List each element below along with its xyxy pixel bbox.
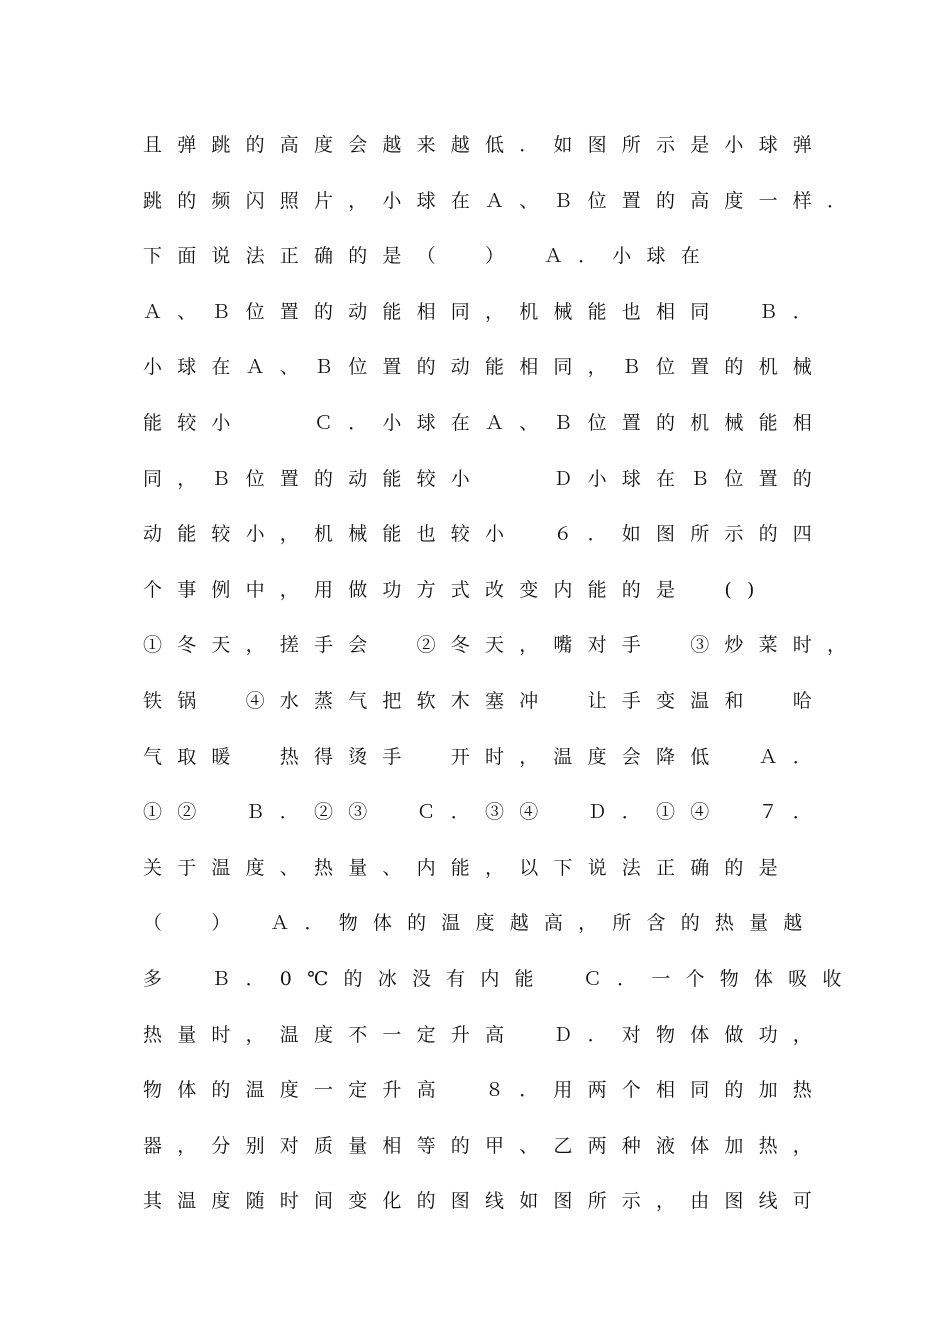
text-line: ①冬天，搓手会 ②冬天，嘴对手 ③炒菜时， (143, 634, 862, 657)
text-line: ①② Ｂ．②③ Ｃ．③④ Ｄ．①④ ７． (143, 801, 828, 824)
text-line: 能较小 Ｃ．小球在Ａ、Ｂ位置的机械能相 (143, 411, 828, 434)
text-line: （ ） Ａ．物体的温度越高，所含的热量越 (143, 912, 818, 935)
text-line: 小球在Ａ、Ｂ位置的动能相同，Ｂ位置的机械 (143, 356, 828, 379)
text-line: 多 Ｂ．0℃的冰没有内能 Ｃ．一个物体吸收 (143, 967, 857, 990)
text-line: 器，分别对质量相等的甲、乙两种液体加热， (143, 1134, 828, 1157)
text-line: 同，Ｂ位置的动能较小 Ｄ小球在Ｂ位置的 (143, 467, 828, 490)
text-line: 个事例中，用做功方式改变内能的是 () (143, 578, 770, 601)
text-line: 其温度随时间变化的图线如图所示，由图线可 (143, 1190, 828, 1213)
text-line: 关于温度、热量、内能，以下说法正确的是 (143, 856, 793, 879)
text-line: 气取暖 热得烫手 开时，温度会降低 Ａ． (143, 745, 828, 768)
text-line: 物体的温度一定升高 ８．用两个相同的加热 (143, 1079, 828, 1102)
text-line: 铁锅 ④水蒸气把软木塞冲 让手变温和 哈 (143, 689, 828, 712)
text-line: 动能较小，机械能也较小 ６．如图所示的四 (143, 523, 828, 546)
text-line: 下面说法正确的是（ ） Ａ．小球在 (143, 245, 715, 268)
text-line: 跳的频闪照片，小球在Ａ、Ｂ位置的高度一样． (143, 189, 862, 212)
text-line: 热量时，温度不一定升高 Ｄ．对物体做功， (143, 1023, 828, 1046)
text-line: Ａ、Ｂ位置的动能相同，机械能也相同 Ｂ． (143, 300, 828, 323)
text-line: 且弹跳的高度会越来越低．如图所示是小球弹 (143, 134, 828, 156)
text-body (143, 125, 862, 1237)
